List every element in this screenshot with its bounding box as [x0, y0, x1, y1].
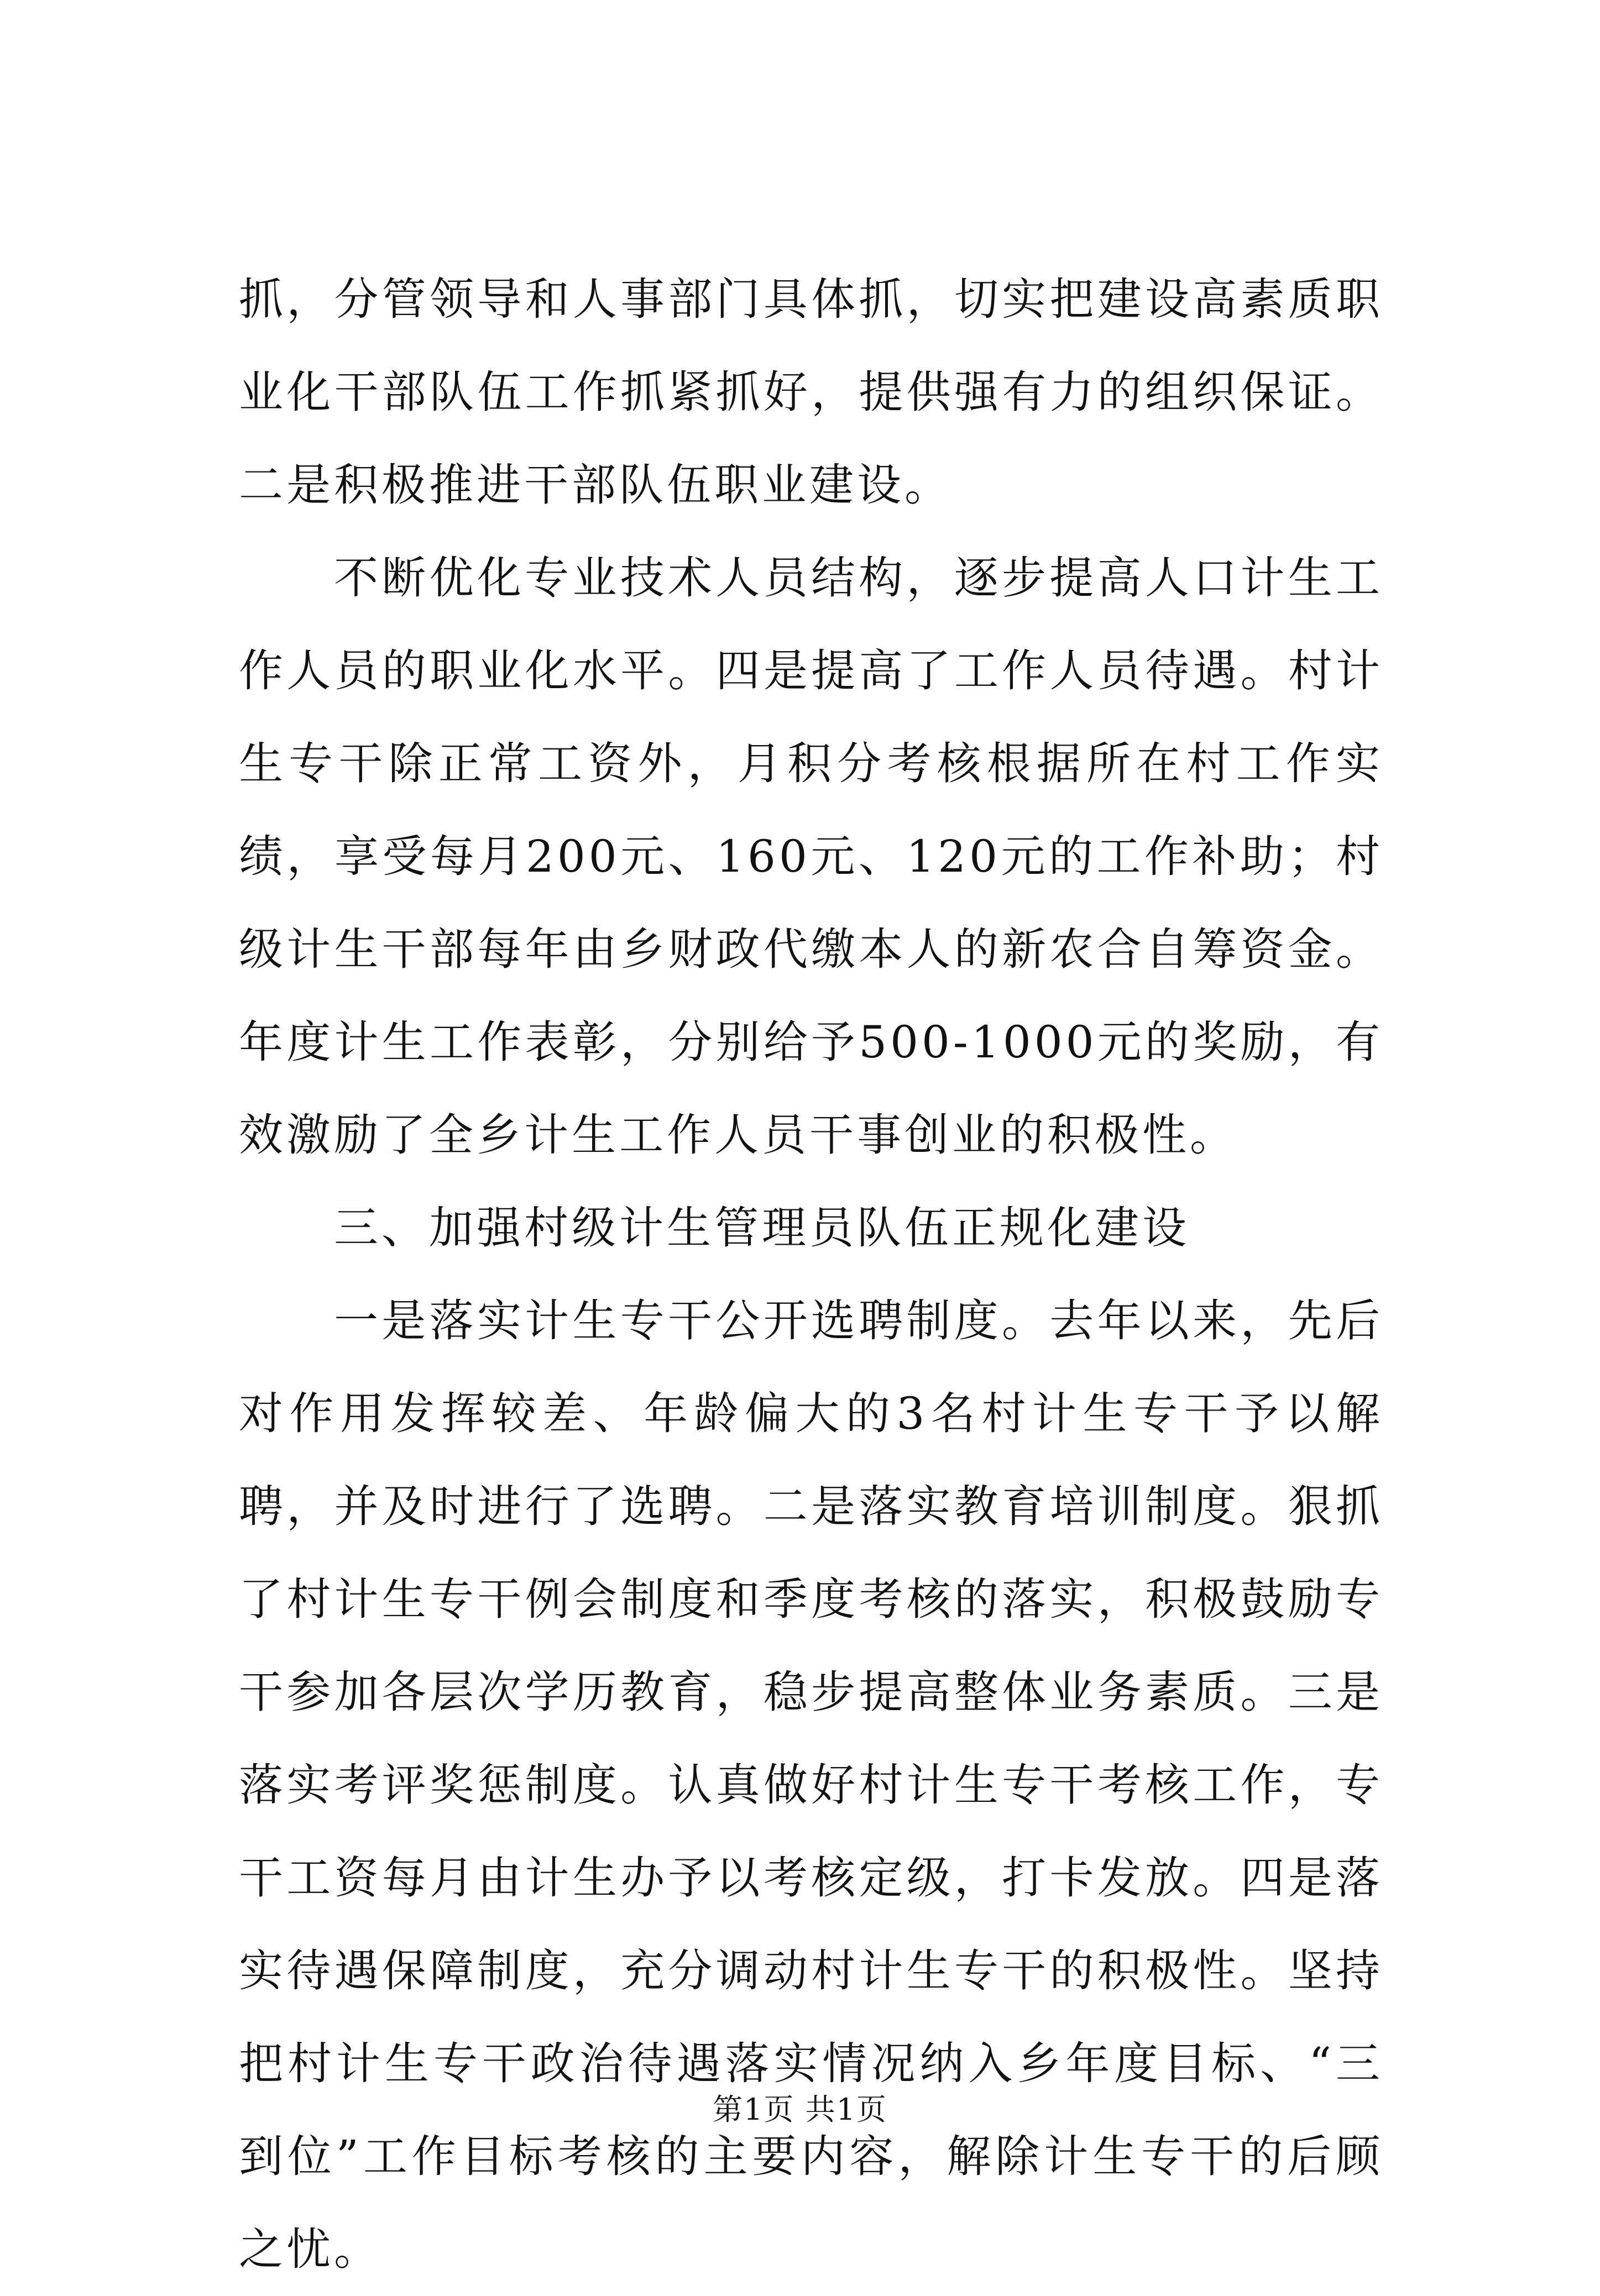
paragraph-2: 不断优化专业技术人员结构，逐步提高人口计生工作人员的职业化水平。四是提高了工作人员待遇。村计生专干除正常工资外，月积分考核根据所在村工作实绩，享受每月200元、160元、120元的工作补助；村级计生干部每年由乡财政代缴本人的新农合自筹资金。年度计生工作表彰，分别给予500-1000元的奖励，有效激励了全乡计生工作人员干事创业的积极性。 [239, 552, 1383, 1161]
paragraph-1: 抓，分管领导和人事部门具体抓，切实把建设高素质职业化干部队伍工作抓紧抓好，提供强有力的组织保证。二是积极推进干部队伍职业建设。 [239, 274, 1383, 511]
document-body [239, 253, 1383, 2296]
section-heading-3: 三、加强村级计生管理员队伍正规化建设 [334, 1202, 1190, 1254]
page-footer: 第1页 共1页 [713, 2092, 887, 2127]
paragraph-4: 一是落实计生专干公开选聘制度。去年以来，先后对作用发挥较差、年龄偏大的3名村计生专干予以解聘，并及时进行了选聘。二是落实教育培训制度。狠抓了村计生专干例会制度和季度考核的落实，积极鼓励专干参加各层次学历教育，稳步提高整体业务素质。三是落实考评奖惩制度。认真做好村计生专干考核工作，专干工资每月由计生办予以考核定级，打卡发放。四是落实待遇保障制度，充分调动村计生专干的积极性。坚持把村计生专干政治待遇落实情况纳入乡年度目标、“三到位”工作目标考核的主要内容，解除计生专干的后顾之忧。 [239, 1295, 1383, 2275]
